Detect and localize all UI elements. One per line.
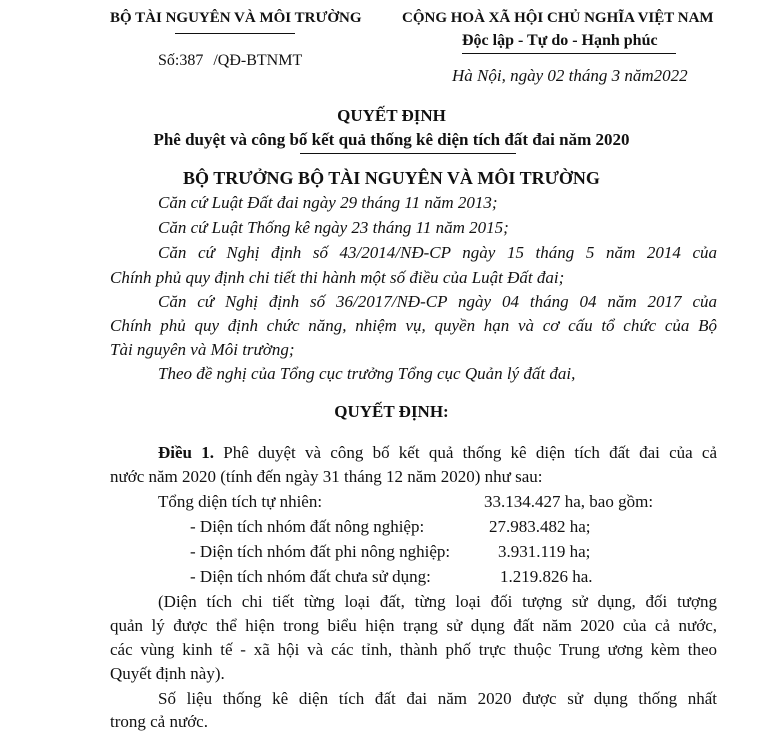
national-motto: Độc lập - Tự do - Hạnh phúc <box>462 32 658 49</box>
date-day: 02 <box>547 66 565 85</box>
area-item-value: 1.219.826 ha. <box>500 567 593 586</box>
detail-line: các vùng kinh tế - xã hội và các tỉnh, thành phố trực thuộc Trung ương kèm theo <box>110 640 717 659</box>
ministry-name: BỘ TÀI NGUYÊN VÀ MÔI TRƯỜNG <box>110 10 362 26</box>
ground-line: Tài nguyên và Môi trường; <box>110 340 295 359</box>
ground-line: Chính phủ quy định chức năng, nhiệm vụ, quyền hạn và cơ cấu tổ chức của Bộ <box>110 316 717 335</box>
total-value: 33.134.427 ha, bao gồm: <box>484 492 654 511</box>
ground-line: Theo đề nghị của Tổng cục trưởng Tổng cục Quản lý đất đai, <box>158 364 576 383</box>
date-place: Hà Nội, ngày <box>452 66 544 85</box>
article-label: Điều 1. <box>158 443 214 462</box>
ground-line: Căn cứ Nghị định số 36/2017/NĐ-CP ngày 04 tháng 04 năm 2017 của <box>158 292 717 311</box>
detail-line: quản lý được thể hiện trong biểu hiện trạng sử dụng đất năm 2020 của cả nước, <box>110 616 717 635</box>
number-value: 387 <box>179 52 204 69</box>
area-item-label: - Diện tích nhóm đất phi nông nghiệp: <box>190 542 451 561</box>
document-title: QUYẾT ĐỊNH <box>337 106 446 125</box>
area-item-value: 3.931.119 ha; <box>498 542 591 561</box>
date-month-label: tháng <box>568 66 608 85</box>
document-number <box>158 52 302 70</box>
subtitle-underline <box>300 153 516 154</box>
number-prefix: Số: <box>158 52 180 69</box>
ground-line: Chính phủ quy định chi tiết thi hành một số điều của Luật Đất đai; <box>110 268 565 287</box>
area-item-value: 27.983.482 ha; <box>489 517 591 536</box>
decision-heading: QUYẾT ĐỊNH: <box>334 402 449 421</box>
motto-underline <box>462 53 676 54</box>
republic-name: CỘNG HOÀ XÃ HỘI CHỦ NGHĨA VIỆT NAM <box>402 10 714 26</box>
number-suffix: /QĐ-BTNMT <box>213 52 303 69</box>
article1-line2: nước năm 2020 (tính đến ngày 31 tháng 12 năm 2020) như sau: <box>110 467 543 486</box>
article1-text: Phê duyệt và công bố kết quả thống kê diện tích đất đai của cả <box>223 443 718 462</box>
detail-line: Quyết định này). <box>110 664 225 683</box>
ministry-underline <box>175 33 295 34</box>
date-year: 2022 <box>653 66 688 85</box>
ground-line: Căn cứ Nghị định số 43/2014/NĐ-CP ngày 15 tháng 5 năm 2014 của <box>158 243 717 262</box>
area-item-label: - Diện tích nhóm đất nông nghiệp: <box>190 517 425 536</box>
ground-line: Căn cứ Luật Thống kê ngày 23 tháng 11 năm 2015; <box>158 218 509 237</box>
date-month: 3 <box>611 66 621 85</box>
area-item-label: - Diện tích nhóm đất chưa sử dụng: <box>190 567 431 586</box>
article1-line1 <box>158 443 717 463</box>
date-year-label: năm <box>624 66 654 85</box>
final-line: trong cả nước. <box>110 712 208 731</box>
issue-date <box>452 66 688 86</box>
document-subtitle: Phê duyệt và công bố kết quả thống kê diện tích đất đai năm 2020 <box>153 130 630 149</box>
ground-line: Căn cứ Luật Đất đai ngày 29 tháng 11 năm 2013; <box>158 193 498 212</box>
issuing-authority: BỘ TRƯỞNG BỘ TÀI NGUYÊN VÀ MÔI TRƯỜNG <box>183 168 600 188</box>
detail-line: (Diện tích chi tiết từng loại đất, từng loại đối tượng sử dụng, đối tượng <box>158 592 717 611</box>
total-label: Tổng diện tích tự nhiên: <box>158 492 323 511</box>
final-line: Số liệu thống kê diện tích đất đai năm 2020 được sử dụng thống nhất <box>158 689 717 708</box>
